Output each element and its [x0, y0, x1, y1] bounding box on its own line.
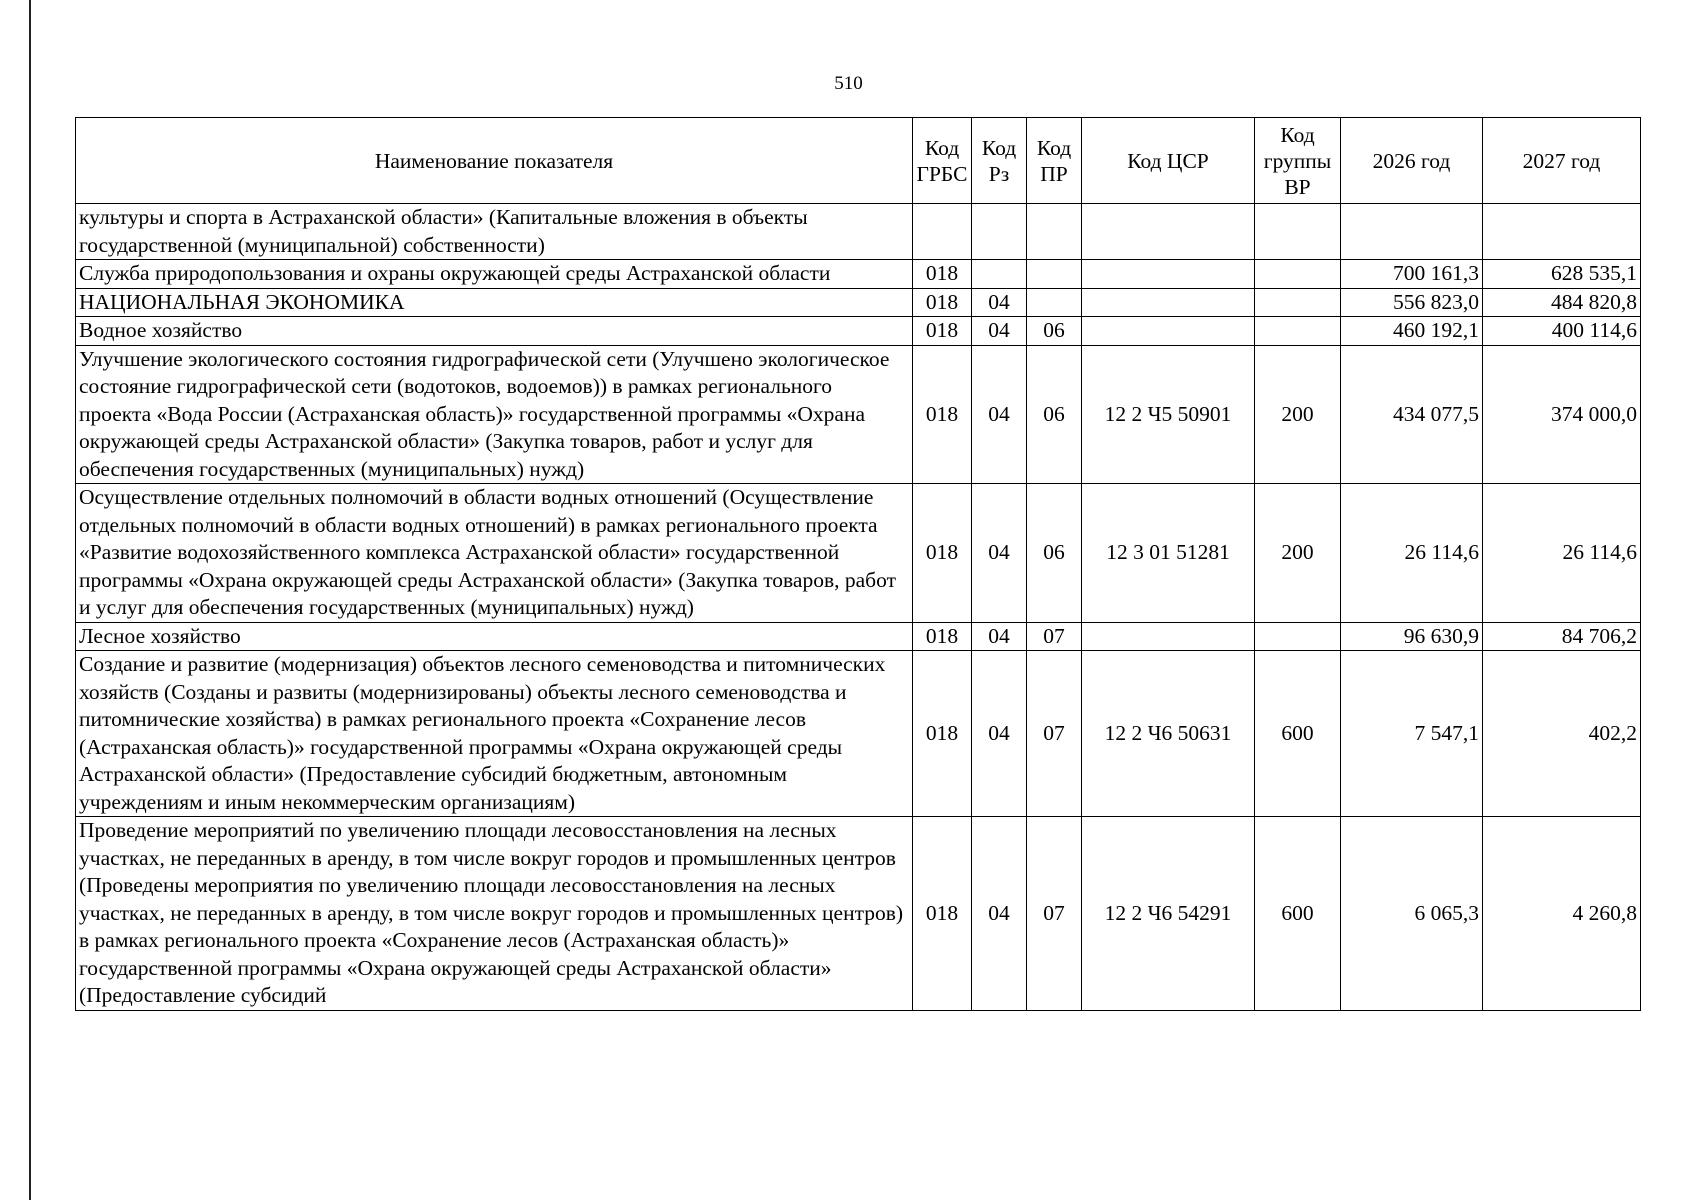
row-2026 — [1341, 204, 1483, 260]
row-grbs: 018 — [913, 651, 972, 817]
row-csr: 12 3 01 51281 — [1082, 484, 1255, 623]
row-grbs — [913, 204, 972, 260]
row-csr — [1082, 204, 1255, 260]
row-rz: 04 — [972, 484, 1027, 623]
row-2026: 6 065,3 — [1341, 817, 1483, 1011]
row-rz: 04 — [972, 288, 1027, 317]
row-2027: 4 260,8 — [1483, 817, 1641, 1011]
row-pr — [1027, 260, 1082, 289]
row-vr: 200 — [1255, 345, 1341, 484]
row-pr: 06 — [1027, 484, 1082, 623]
row-csr — [1082, 622, 1255, 651]
row-pr: 06 — [1027, 345, 1082, 484]
row-name: Проведение мероприятий по увеличению площади лесовосстановления на лесных участках, не переданных в аренду, в том числе вокруг городов и промышленных центров (Проведены мероприятия по увеличению площади лесовосстановления на лесных участках, не переданных в аренду, в том числе вокруг городов и промышленных центров) в рамках регионального проекта «Сохранение лесов (Астраханская область)» государственной программы «Охрана окружающей среды Астраханской области» (Предоставление субсидий — [76, 817, 913, 1011]
row-csr — [1082, 317, 1255, 346]
row-2026: 700 161,3 — [1341, 260, 1483, 289]
row-2027: 84 706,2 — [1483, 622, 1641, 651]
table-row — [76, 484, 1641, 623]
row-grbs: 018 — [913, 260, 972, 289]
row-2027: 402,2 — [1483, 651, 1641, 817]
budget-table — [75, 117, 1641, 1011]
row-rz: 04 — [972, 317, 1027, 346]
row-name: Создание и развитие (модернизация) объектов лесного семеноводства и питомнических хозяйств (Созданы и развиты (модернизированы) объекты лесного семеноводства и питомнические хозяйства) в рамках регионального проекта «Сохранение лесов (Астраханская область)» государственной программы «Охрана окружающей среды Астраханской области» (Предоставление субсидий бюджетным, автономным учреждениям и иным некоммерческим организациям) — [76, 651, 913, 817]
row-2027: 374 000,0 — [1483, 345, 1641, 484]
table-row — [76, 288, 1641, 317]
row-vr: 200 — [1255, 484, 1341, 623]
row-2026: 434 077,5 — [1341, 345, 1483, 484]
row-2027: 628 535,1 — [1483, 260, 1641, 289]
row-rz: 04 — [972, 651, 1027, 817]
row-csr: 12 2 Ч6 54291 — [1082, 817, 1255, 1011]
table-row — [76, 317, 1641, 346]
header-vr: Код группы ВР — [1255, 118, 1341, 204]
row-pr: 07 — [1027, 651, 1082, 817]
header-csr: Код ЦСР — [1082, 118, 1255, 204]
row-grbs: 018 — [913, 484, 972, 623]
row-2027: 26 114,6 — [1483, 484, 1641, 623]
row-2027: 484 820,8 — [1483, 288, 1641, 317]
header-pr: Код ПР — [1027, 118, 1082, 204]
row-2027: 400 114,6 — [1483, 317, 1641, 346]
table-row — [76, 345, 1641, 484]
row-name: Осуществление отдельных полномочий в области водных отношений (Осуществление отдельных полномочий в области водных отношений) в рамках регионального проекта «Развитие водохозяйственного комплекса Астраханской области» государственной программы «Охрана окружающей среды Астраханской области» (Закупка товаров, работ и услуг для обеспечения государственных (муниципальных) нужд) — [76, 484, 913, 623]
row-vr — [1255, 260, 1341, 289]
header-2027: 2027 год — [1483, 118, 1641, 204]
row-name: Служба природопользования и охраны окружающей среды Астраханской области — [76, 260, 913, 289]
table-row — [76, 817, 1641, 1011]
table-row — [76, 260, 1641, 289]
row-name: культуры и спорта в Астраханской области» (Капитальные вложения в объекты государственной (муниципальной) собственности) — [76, 204, 913, 260]
page-number: 510 — [834, 73, 863, 94]
table-row — [76, 622, 1641, 651]
row-rz: 04 — [972, 622, 1027, 651]
row-rz: 04 — [972, 817, 1027, 1011]
row-rz — [972, 204, 1027, 260]
row-grbs: 018 — [913, 288, 972, 317]
row-vr: 600 — [1255, 651, 1341, 817]
row-grbs: 018 — [913, 345, 972, 484]
row-2026: 460 192,1 — [1341, 317, 1483, 346]
header-rz: Код Рз — [972, 118, 1027, 204]
row-csr — [1082, 288, 1255, 317]
row-2026: 26 114,6 — [1341, 484, 1483, 623]
row-grbs: 018 — [913, 317, 972, 346]
binding-edge-line — [29, 0, 31, 1200]
row-name: Улучшение экологического состояния гидрографической сети (Улучшено экологическое состояние гидрографической сети (водотоков, водоемов)) в рамках регионального проекта «Вода России (Астраханская область)» государственной программы «Охрана окружающей среды Астраханской области» (Закупка товаров, работ и услуг для обеспечения государственных (муниципальных) нужд) — [76, 345, 913, 484]
row-2026: 556 823,0 — [1341, 288, 1483, 317]
row-rz — [972, 260, 1027, 289]
row-csr: 12 2 Ч6 50631 — [1082, 651, 1255, 817]
row-csr: 12 2 Ч5 50901 — [1082, 345, 1255, 484]
row-2026: 7 547,1 — [1341, 651, 1483, 817]
row-pr: 07 — [1027, 817, 1082, 1011]
table-row — [76, 651, 1641, 817]
row-pr: 07 — [1027, 622, 1082, 651]
header-name: Наименование показателя — [76, 118, 913, 204]
row-name: НАЦИОНАЛЬНАЯ ЭКОНОМИКА — [76, 288, 913, 317]
row-pr — [1027, 288, 1082, 317]
row-2026: 96 630,9 — [1341, 622, 1483, 651]
table-header-row — [76, 118, 1641, 204]
row-vr: 600 — [1255, 817, 1341, 1011]
row-rz: 04 — [972, 345, 1027, 484]
row-grbs: 018 — [913, 817, 972, 1011]
row-pr — [1027, 204, 1082, 260]
table-row — [76, 204, 1641, 260]
header-2026: 2026 год — [1341, 118, 1483, 204]
row-vr — [1255, 288, 1341, 317]
row-vr — [1255, 622, 1341, 651]
row-pr: 06 — [1027, 317, 1082, 346]
row-name: Водное хозяйство — [76, 317, 913, 346]
row-vr — [1255, 204, 1341, 260]
row-grbs: 018 — [913, 622, 972, 651]
row-csr — [1082, 260, 1255, 289]
row-vr — [1255, 317, 1341, 346]
header-grbs: Код ГРБС — [913, 118, 972, 204]
row-name: Лесное хозяйство — [76, 622, 913, 651]
row-2027 — [1483, 204, 1641, 260]
